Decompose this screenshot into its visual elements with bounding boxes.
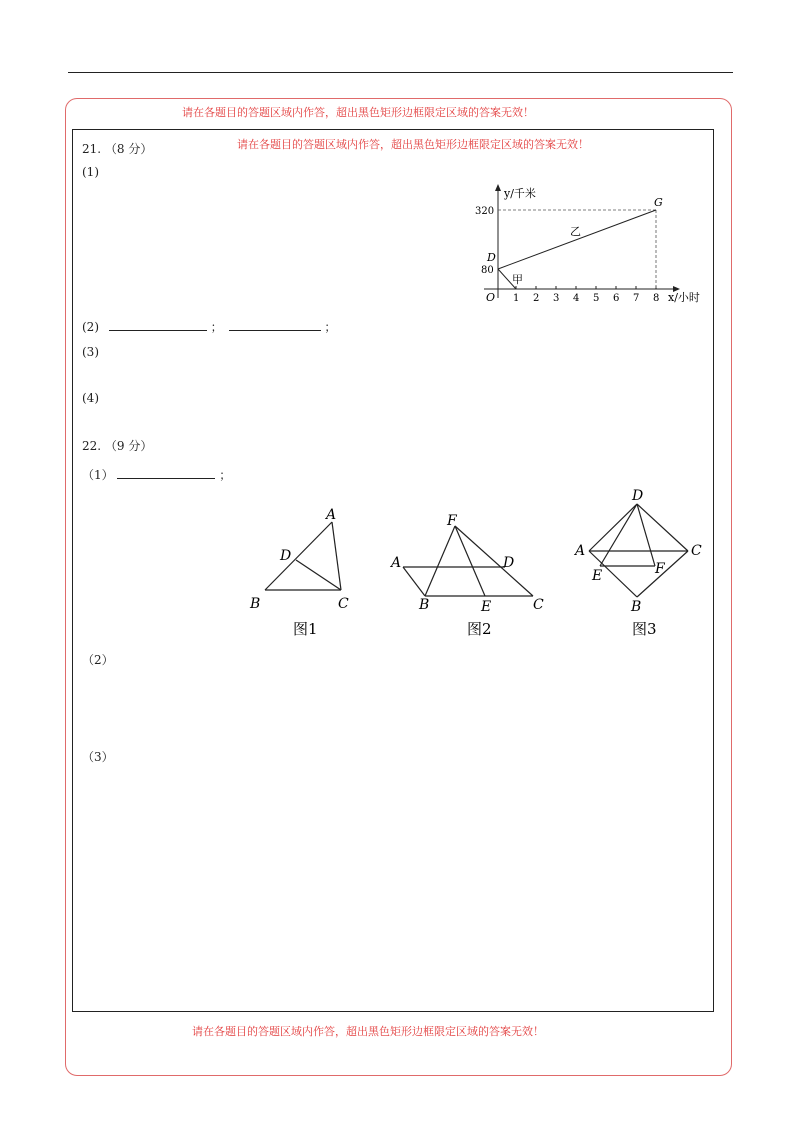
fig1-D: D: [280, 548, 292, 564]
q21-part2-sep-1: ；: [210, 320, 223, 334]
fig3-B: B: [631, 599, 642, 615]
x-tick-2: 2: [533, 293, 540, 304]
q21-part2-sep-2: ；: [324, 320, 337, 334]
series-label-jia: 甲: [512, 273, 523, 286]
q21-part2-label: (2): [82, 320, 99, 334]
fig2-F: F: [447, 513, 457, 529]
x-tick-5: 5: [593, 293, 600, 304]
x-tick-1: 1: [513, 293, 520, 304]
fig1-B: B: [250, 596, 261, 612]
q21-distance-time-graph: [470, 180, 710, 310]
fig3-A: A: [575, 543, 586, 559]
y-tick-320: 320: [475, 206, 495, 217]
fig2-B: B: [419, 597, 430, 613]
q21-part2-blank-1[interactable]: [109, 318, 207, 331]
fig2-E: E: [481, 599, 492, 615]
q22-part2-label: （2）: [82, 653, 114, 667]
point-D-label: D: [487, 251, 496, 264]
q22-figure-2: [385, 505, 560, 645]
q21-part3-label: (3): [82, 345, 99, 359]
point-G-label: G: [654, 196, 663, 209]
x-tick-6: 6: [613, 293, 620, 304]
q22-part1-blank[interactable]: [117, 466, 215, 479]
x-tick-7: 7: [633, 293, 640, 304]
notice-inner: 请在各题目的答题区域内作答，超出黑色矩形边框限定区域的答案无效！: [237, 138, 589, 151]
origin-label: O: [486, 291, 496, 304]
y-tick-80: 80: [481, 265, 494, 276]
q22-figure-3: [570, 485, 710, 645]
fig1-A: A: [326, 507, 337, 523]
q21-part1-label: (1): [82, 165, 99, 179]
fig2-C: C: [533, 597, 544, 613]
fig2-A: A: [391, 555, 402, 571]
q21-part4-label: (4): [82, 391, 99, 405]
q22-part1-sep: ；: [219, 468, 232, 482]
fig3-F: F: [655, 561, 665, 577]
fig3-E: E: [592, 568, 603, 584]
y-axis-label: y/千米: [504, 187, 536, 200]
fig1-C: C: [338, 596, 349, 612]
fig3-caption: 图3: [632, 620, 657, 638]
q21-part2-blank-2[interactable]: [229, 318, 321, 331]
x-axis-label: x/小时: [668, 291, 700, 304]
y-axis-arrow: [495, 184, 501, 191]
series-line-yi: [498, 210, 656, 269]
q22-figure-1: [240, 500, 370, 645]
q22-header: 22. （9 分）: [82, 439, 153, 453]
q21-header: 21. （8 分）: [82, 142, 153, 156]
q22-part1-label: （1）: [82, 468, 114, 482]
x-tick-4: 4: [573, 293, 580, 304]
q22-part1-row: [82, 466, 231, 483]
series-label-yi: 乙: [570, 225, 581, 238]
q21-part2-row: [82, 318, 336, 335]
q22-part3-label: （3）: [82, 750, 114, 764]
x-tick-8: 8: [653, 293, 660, 304]
fig2-D: D: [503, 555, 515, 571]
notice-bottom: 请在各题目的答题区域内作答，超出黑色矩形边框限定区域的答案无效！: [192, 1025, 544, 1038]
fig1-caption: 图1: [293, 620, 318, 638]
notice-top: 请在各题目的答题区域内作答，超出黑色矩形边框限定区域的答案无效！: [182, 106, 534, 119]
header-rule: [68, 72, 733, 73]
fig3-D: D: [632, 488, 644, 504]
fig3-C: C: [691, 543, 702, 559]
fig2-caption: 图2: [467, 620, 492, 638]
x-tick-3: 3: [553, 293, 560, 304]
